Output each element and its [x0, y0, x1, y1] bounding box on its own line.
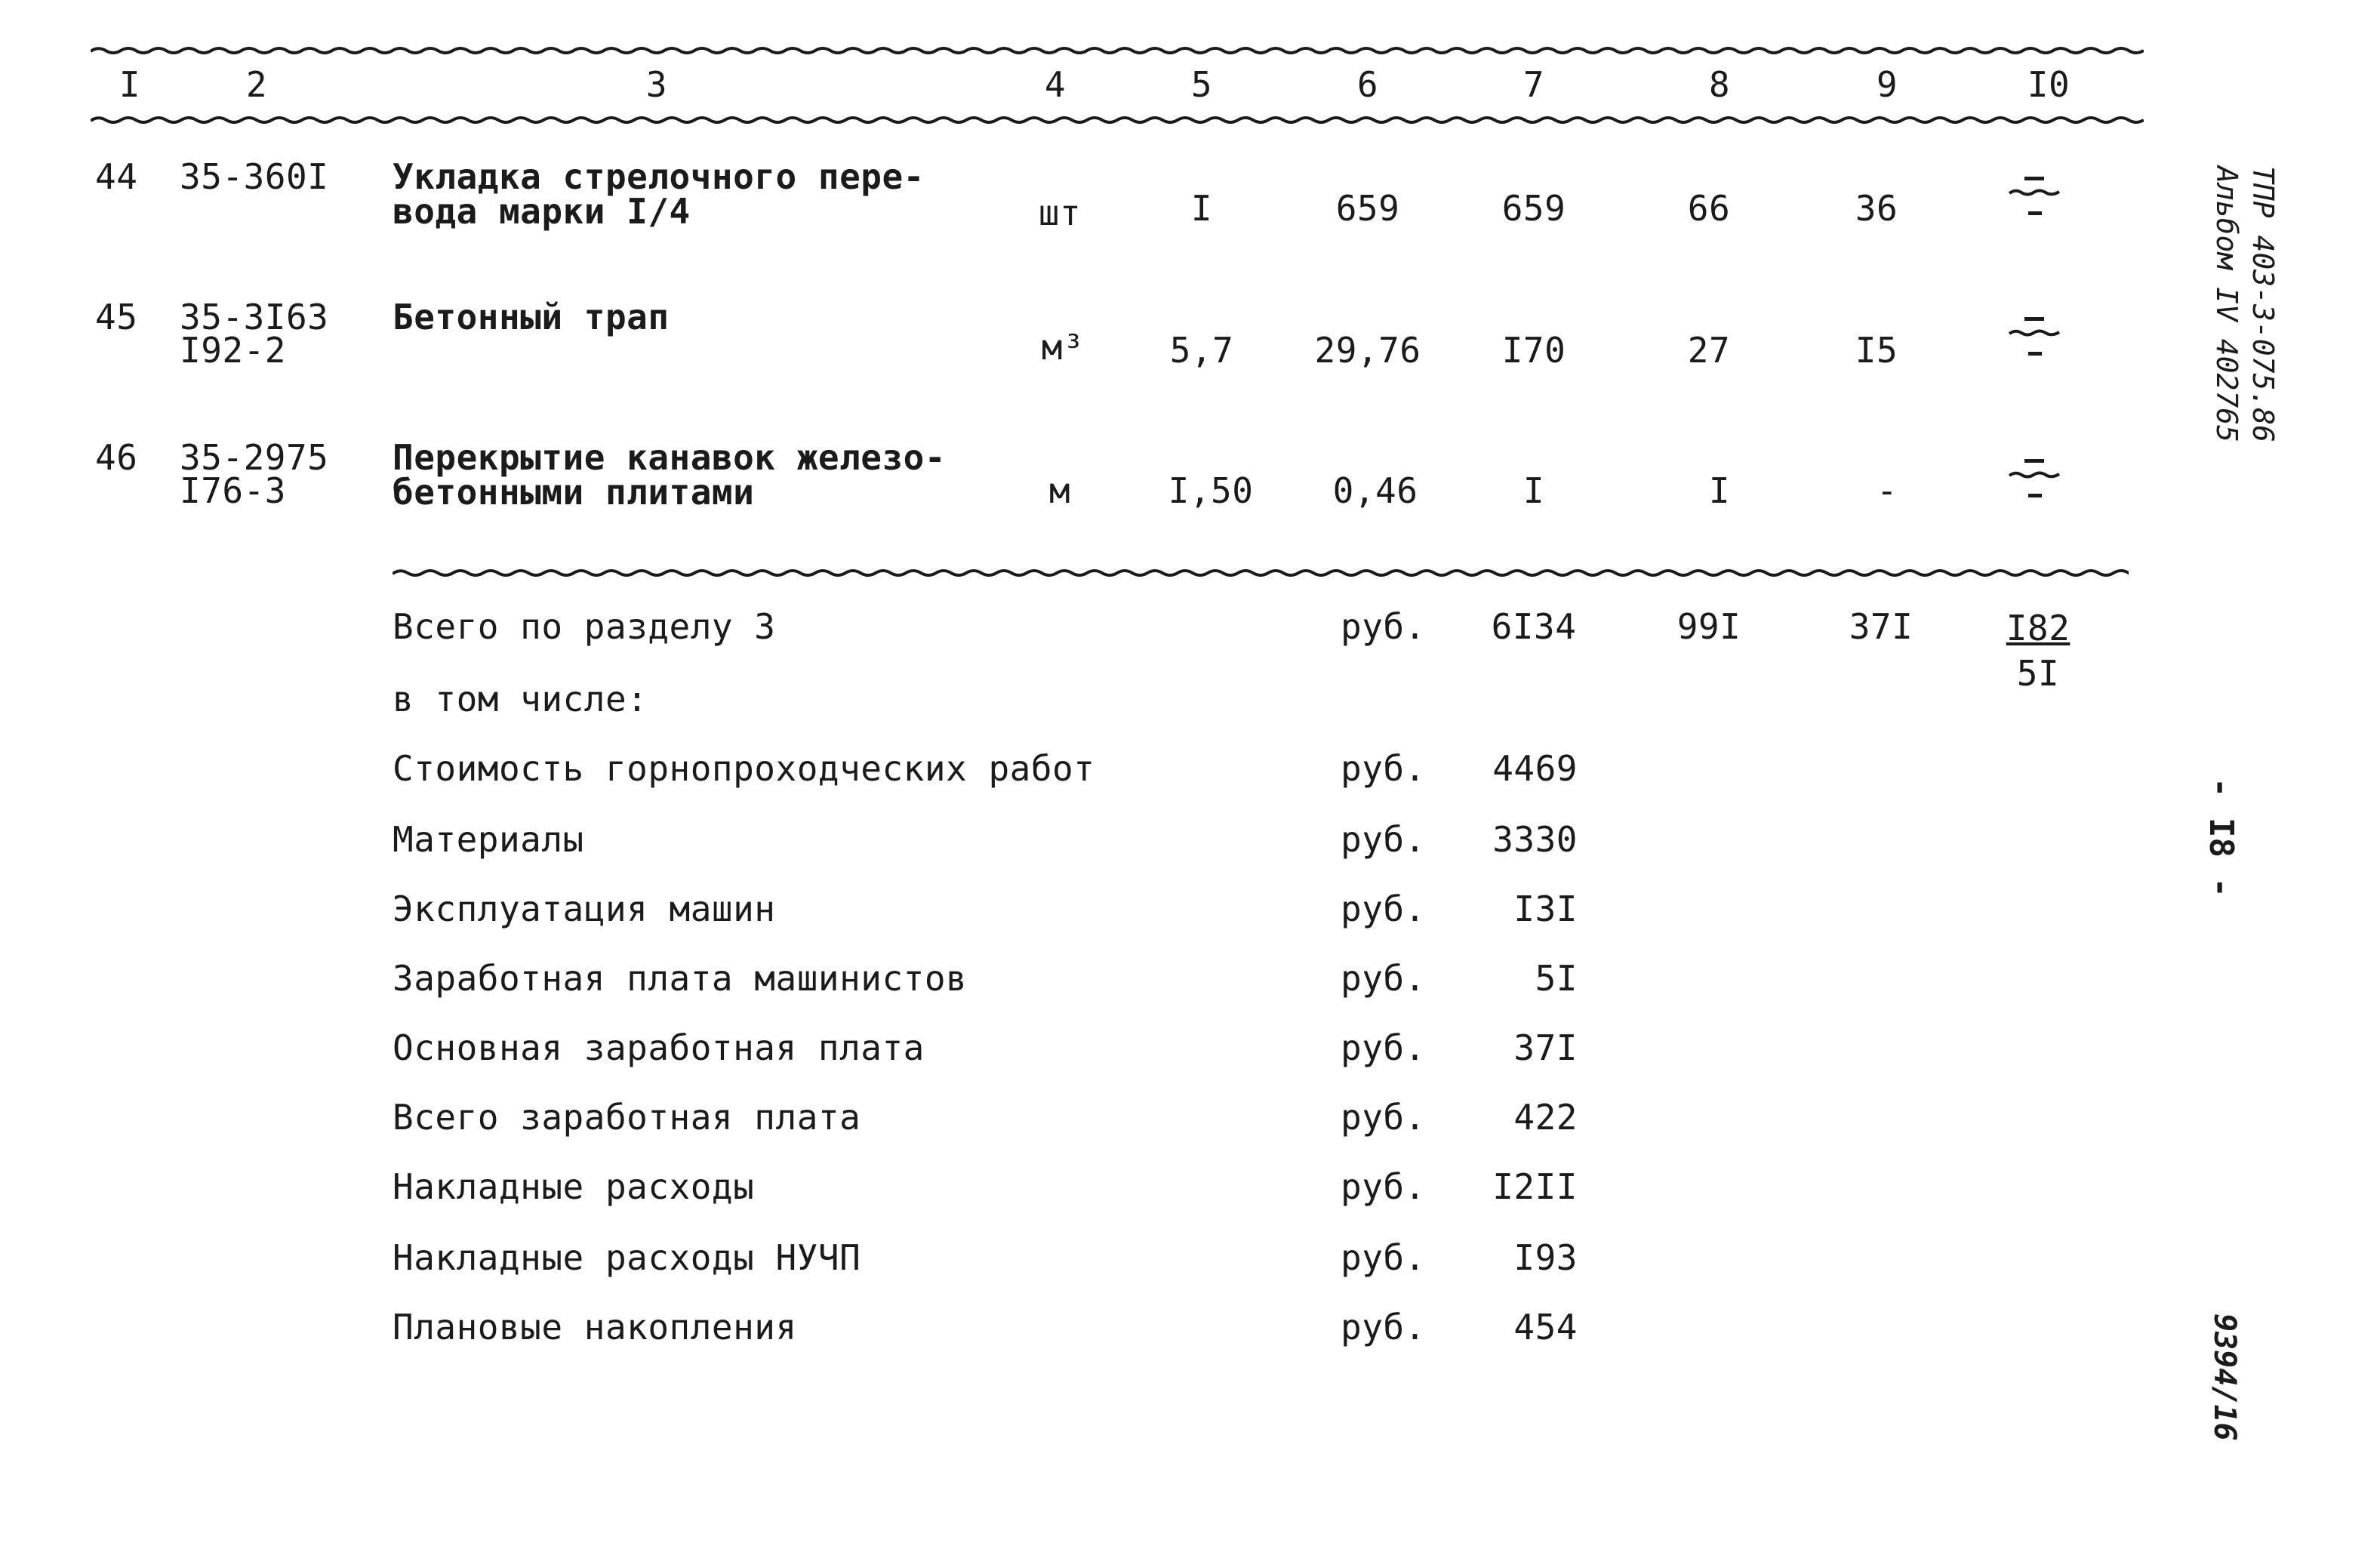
total-col10-top: I82 — [2006, 608, 2071, 648]
breakdown-value: 4469 — [1492, 748, 1578, 789]
including-label: в том числе: — [393, 679, 648, 719]
row-price: 659 — [1335, 188, 1400, 229]
row-number: 45 — [95, 297, 138, 337]
row-cost: I — [1523, 470, 1545, 511]
breakdown-unit: руб. — [1341, 819, 1426, 860]
header-col-9: 9 — [1876, 64, 1898, 105]
breakdown-label: Эксплуатация машин — [393, 889, 776, 929]
header-col-10: I0 — [2027, 64, 2071, 105]
row-qty: I,50 — [1168, 470, 1254, 511]
header-top-rule — [91, 45, 2144, 56]
header-bottom-rule — [91, 115, 2144, 125]
row-name-line2: бетонными плитами — [393, 472, 755, 513]
row-number: 44 — [95, 156, 138, 197]
page-number: - I8 - — [2202, 778, 2240, 898]
row-qty: I — [1190, 188, 1213, 229]
breakdown-value: 5I — [1535, 958, 1578, 999]
row-unit: м³ — [1041, 327, 1085, 368]
row-number: 46 — [95, 437, 138, 478]
row-col10-dash-mark — [2008, 169, 2061, 229]
total-col10-bottom: 5I — [2016, 653, 2060, 694]
header-col-1: I — [119, 64, 141, 105]
album-stamp-line1: ТПР 403-3-075.86 — [2246, 166, 2280, 443]
breakdown-unit: руб. — [1341, 1307, 1426, 1347]
header-col-3: 3 — [645, 64, 668, 105]
row-col9: I5 — [1855, 330, 1898, 371]
row-name-line2: вода марки I/4 — [393, 191, 691, 232]
row-col9: - — [1876, 470, 1898, 511]
breakdown-value: I2II — [1492, 1166, 1578, 1207]
row-col9: 36 — [1855, 188, 1898, 229]
row-name-line1: Перекрытие канавок железо- — [393, 437, 947, 478]
breakdown-unit: руб. — [1341, 1097, 1426, 1138]
breakdown-label: Всего заработная плата — [393, 1097, 861, 1138]
row-name-line1: Укладка стрелочного пере- — [393, 156, 925, 197]
header-col-7: 7 — [1523, 64, 1545, 105]
row-code: 35-2975 — [180, 437, 329, 478]
total-label: Всего по разделу 3 — [393, 606, 776, 647]
row-code-line2: I76-3 — [180, 470, 286, 511]
header-col-4: 4 — [1044, 64, 1067, 105]
row-name-line1: Бетонный трап — [393, 297, 670, 337]
total-col9: 37I — [1849, 606, 1914, 647]
breakdown-unit: руб. — [1341, 889, 1426, 929]
row-price: 0,46 — [1332, 470, 1418, 511]
total-unit: руб. — [1341, 606, 1426, 647]
breakdown-label: Плановые накопления — [393, 1307, 797, 1347]
breakdown-label: Накладные расходы — [393, 1166, 755, 1207]
breakdown-value: I93 — [1513, 1237, 1578, 1278]
header-col-8: 8 — [1708, 64, 1731, 105]
row-price: 29,76 — [1314, 330, 1421, 371]
row-col8: 27 — [1687, 330, 1731, 371]
row-unit: шт — [1038, 192, 1082, 233]
total-cost: 6I34 — [1491, 606, 1577, 647]
total-col8: 99I — [1676, 606, 1741, 647]
row-cost: I70 — [1501, 330, 1566, 371]
header-col-5: 5 — [1190, 64, 1213, 105]
row-cost: 659 — [1501, 188, 1566, 229]
breakdown-label: Материалы — [393, 819, 584, 860]
breakdown-unit: руб. — [1341, 1237, 1426, 1278]
breakdown-unit: руб. — [1341, 1027, 1426, 1068]
breakdown-value: 454 — [1513, 1307, 1578, 1347]
row-code: 35-360I — [180, 156, 329, 197]
row-col8: I — [1708, 470, 1731, 511]
breakdown-unit: руб. — [1341, 748, 1426, 789]
row-col10-dash-mark — [2008, 310, 2061, 370]
breakdown-value: 3330 — [1492, 819, 1578, 860]
breakdown-value: 422 — [1513, 1097, 1578, 1138]
album-stamp-line2: Альбом IV 402765 — [2210, 166, 2243, 443]
breakdown-value: I3I — [1513, 889, 1578, 929]
row-unit: м — [1048, 470, 1071, 511]
header-col-6: 6 — [1356, 64, 1379, 105]
breakdown-label: Стоимость горнопроходческих работ — [393, 748, 1095, 789]
row-qty: 5,7 — [1169, 330, 1234, 371]
row-col8: 66 — [1687, 188, 1731, 229]
breakdown-label: Основная заработная плата — [393, 1027, 925, 1068]
breakdown-unit: руб. — [1341, 1166, 1426, 1207]
breakdown-value: 37I — [1513, 1027, 1578, 1068]
row-code: 35-3I63 — [180, 297, 329, 337]
breakdown-label: Накладные расходы НУЧП — [393, 1237, 861, 1278]
row-code-line2: I92-2 — [180, 330, 286, 371]
sheet-code: 9394/16 — [2207, 1314, 2242, 1441]
breakdown-unit: руб. — [1341, 958, 1426, 999]
header-col-2: 2 — [245, 64, 268, 105]
row-col10-dash-mark — [2008, 451, 2061, 512]
breakdown-label: Заработная плата машинистов — [393, 958, 968, 999]
section-separator-rule — [393, 568, 2129, 578]
